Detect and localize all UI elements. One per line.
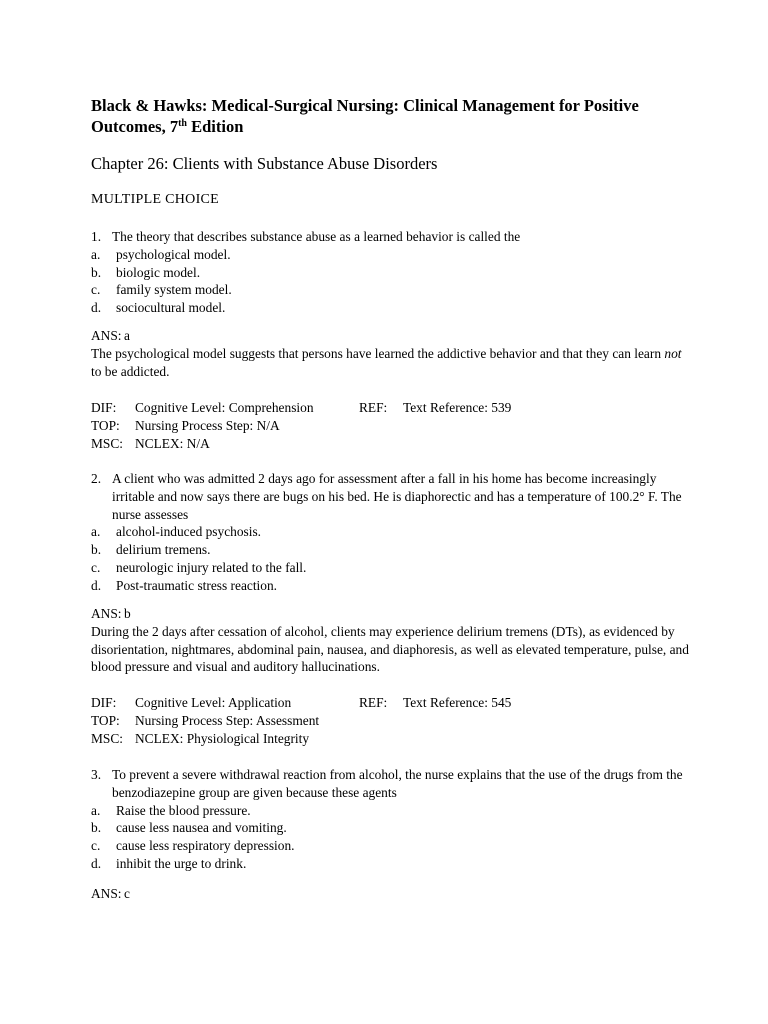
option-text: neurologic injury related to the fall. <box>116 559 307 575</box>
answer-label: ANS: <box>91 328 122 343</box>
metadata-block-1 <box>91 399 691 452</box>
option-letter: d. <box>91 300 102 316</box>
option-text: biologic model. <box>116 264 201 280</box>
option-text: delirium tremens. <box>116 542 211 558</box>
question-stem <box>91 766 691 802</box>
metadata-block-2 <box>91 694 691 747</box>
answer-label: ANS: <box>91 606 122 621</box>
option-text: cause less respiratory depression. <box>116 838 295 854</box>
ref-value: Text Reference: 539 <box>403 400 512 415</box>
edition-superscript: th <box>178 118 187 129</box>
msc-label: MSC: <box>91 435 124 451</box>
dif-label: DIF: <box>91 400 117 415</box>
answer-block-2 <box>91 605 691 676</box>
option-letter: a. <box>91 246 101 262</box>
answer-line <box>91 605 691 623</box>
option-letter: d. <box>91 577 102 593</box>
difficulty-line <box>91 399 691 417</box>
question-text: A client who was admitted 2 days ago for assessment after a fall in his home has become increasingly irritable and now says there are bugs on his bed. He is diaphorectic and has a temperature of 100.2° F. The nurse assesses <box>112 471 682 522</box>
rationale <box>91 345 691 381</box>
question-1 <box>91 228 691 317</box>
dif-value: Cognitive Level: Application <box>135 695 292 710</box>
dif-value: Cognitive Level: Comprehension <box>135 400 314 415</box>
section-heading: MULTIPLE CHOICE <box>91 192 220 207</box>
answer-option <box>91 802 691 820</box>
answer-line <box>91 327 691 345</box>
msc-value: NCLEX: N/A <box>135 435 210 451</box>
option-text: inhibit the urge to drink. <box>116 855 247 871</box>
msc-line <box>91 730 691 748</box>
book-title-end: Edition <box>186 117 244 136</box>
msc-line <box>91 435 691 453</box>
answer-block-1 <box>91 327 691 380</box>
top-label: TOP: <box>91 417 120 433</box>
question-text: The theory that describes substance abuse as a learned behavior is called the <box>112 229 521 244</box>
rationale-emphasis: not <box>664 345 682 361</box>
ref-label: REF: <box>359 695 388 710</box>
question-stem <box>91 470 691 523</box>
question-stem <box>91 228 691 246</box>
question-number: 2. <box>91 471 102 486</box>
answer-value: b <box>124 606 131 621</box>
rationale-text-end: to be addicted. <box>91 363 170 379</box>
question-text: To prevent a severe withdrawal reaction from alcohol, the nurse explains that the use of the drugs from the benzodiazepine group are given because these agents <box>112 767 683 800</box>
answer-value: c <box>124 886 130 901</box>
option-letter: b. <box>91 542 102 558</box>
question-2 <box>91 470 691 595</box>
option-text: alcohol-induced psychosis. <box>116 524 262 540</box>
option-text: Post-traumatic stress reaction. <box>116 577 278 593</box>
answer-option <box>91 559 691 577</box>
option-letter: c. <box>91 559 101 575</box>
option-text: family system model. <box>116 282 232 298</box>
topic-line <box>91 417 691 435</box>
option-letter: a. <box>91 802 101 818</box>
rationale-text: The psychological model suggests that persons have learned the addictive behavior and that they can learn <box>91 345 665 361</box>
answer-option <box>91 855 691 873</box>
option-letter: b. <box>91 264 102 280</box>
top-label: TOP: <box>91 712 120 728</box>
option-letter: c. <box>91 838 101 854</box>
answer-option <box>91 246 691 264</box>
option-letter: a. <box>91 524 101 540</box>
book-title <box>91 95 711 137</box>
answer-option <box>91 541 691 559</box>
option-text: cause less nausea and vomiting. <box>116 820 287 836</box>
topic-line <box>91 712 691 730</box>
ref-label: REF: <box>359 400 388 415</box>
chapter-heading: Chapter 26: Clients with Substance Abuse Disorders <box>91 154 438 173</box>
answer-option <box>91 837 691 855</box>
book-title-main: Black & Hawks: Medical-Surgical Nursing: Clinical Management for Positive Outcomes, 7 <box>91 96 639 136</box>
difficulty-line <box>91 694 691 712</box>
answer-label: ANS: <box>91 886 122 901</box>
top-value: Nursing Process Step: Assessment <box>135 712 320 728</box>
option-text: Raise the blood pressure. <box>116 802 251 818</box>
msc-label: MSC: <box>91 730 124 746</box>
answer-option <box>91 299 691 317</box>
option-text: sociocultural model. <box>116 300 226 316</box>
top-value: Nursing Process Step: N/A <box>135 417 280 433</box>
answer-value: a <box>124 328 130 343</box>
msc-value: NCLEX: Physiological Integrity <box>135 730 310 746</box>
rationale: During the 2 days after cessation of alcohol, clients may experience delirium tremens (DTs), as evidenced by disorientation, nightmares, abdominal pain, nausea, and diaphoresis, as well as elevated temperature, pulse, and blood pressure and visual and auditory hallucinations. <box>91 623 689 675</box>
dif-label: DIF: <box>91 695 117 710</box>
answer-block-3 <box>91 885 691 903</box>
question-number: 3. <box>91 767 102 782</box>
question-number: 1. <box>91 229 102 244</box>
answer-option <box>91 577 691 595</box>
answer-option <box>91 281 691 299</box>
answer-option <box>91 523 691 541</box>
ref-value: Text Reference: 545 <box>403 695 512 710</box>
option-letter: d. <box>91 855 102 871</box>
option-text: psychological model. <box>116 246 231 262</box>
answer-option <box>91 819 691 837</box>
answer-option <box>91 264 691 282</box>
answer-line <box>91 885 691 903</box>
option-letter: c. <box>91 282 101 298</box>
question-3 <box>91 766 691 873</box>
option-letter: b. <box>91 820 102 836</box>
